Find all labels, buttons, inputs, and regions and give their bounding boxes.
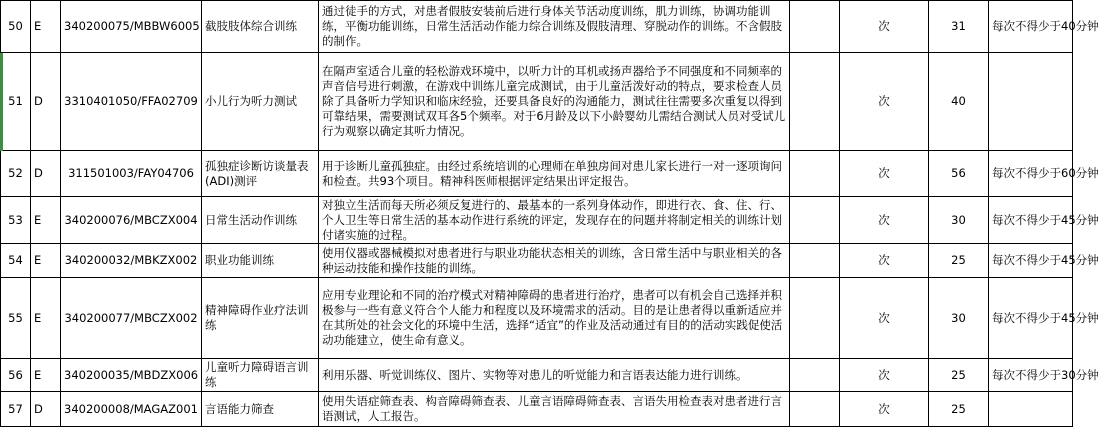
- row-number[interactable]: 51: [1, 53, 31, 151]
- code-cell[interactable]: 340200008/MAGAZ001: [61, 392, 202, 427]
- note-cell[interactable]: 每次不得少于30分钟: [989, 359, 1073, 392]
- unit-cell[interactable]: 次: [840, 53, 929, 151]
- row-number[interactable]: 55: [1, 278, 31, 359]
- price-cell[interactable]: 25: [929, 359, 989, 392]
- price-cell[interactable]: 31: [929, 1, 989, 53]
- description-cell[interactable]: 利用乐器、听觉训练仪、图片、实物等对患儿的听觉能力和言语表达能力进行训练。: [319, 359, 790, 392]
- item-name-cell[interactable]: 儿童听力障碍语言训练: [202, 359, 319, 392]
- note-cell[interactable]: 每次不得少于45分钟: [989, 278, 1073, 359]
- table-row[interactable]: [1, 392, 1073, 427]
- empty-cell[interactable]: [790, 1, 840, 53]
- price-cell[interactable]: 40: [929, 53, 989, 151]
- empty-cell[interactable]: [790, 151, 840, 197]
- empty-cell[interactable]: [790, 244, 840, 278]
- unit-cell[interactable]: 次: [840, 392, 929, 427]
- code-cell[interactable]: 340200076/MBCZX004: [61, 197, 202, 244]
- item-name-cell[interactable]: 孤独症诊断访谈量表(ADI)测评: [202, 151, 319, 197]
- price-cell[interactable]: 56: [929, 151, 989, 197]
- row-number[interactable]: 57: [1, 392, 31, 427]
- code-cell[interactable]: 340200075/MBBW6005: [61, 1, 202, 53]
- note-cell[interactable]: [989, 392, 1073, 427]
- item-name-cell[interactable]: 精神障碍作业疗法训练: [202, 278, 319, 359]
- category-cell[interactable]: E: [31, 278, 61, 359]
- price-cell[interactable]: 25: [929, 244, 989, 278]
- table-row[interactable]: [1, 244, 1073, 278]
- row-selection-indicator: [0, 53, 3, 151]
- description-cell[interactable]: 对独立生活而每天所必须反复进行的、最基本的一系列身体动作，即进行衣、食、住、行、个人卫生等日常生活的基本动作进行系统的评定，发现存在的问题并将制定相关的训练计划付诸实施的过程。: [319, 197, 790, 244]
- empty-cell[interactable]: [790, 53, 840, 151]
- row-number[interactable]: 53: [1, 197, 31, 244]
- unit-cell[interactable]: 次: [840, 244, 929, 278]
- empty-cell[interactable]: [790, 278, 840, 359]
- table-row[interactable]: [1, 197, 1073, 244]
- unit-cell[interactable]: 次: [840, 1, 929, 53]
- description-cell[interactable]: 应用专业理论和不同的治疗模式对精神障碍的患者进行治疗，患者可以有机会自己选择并积极参与一些有意义符合个人能力和程度以及环境需求的活动。目的是让患者得以重新适应并在其所处的社会文化的环境中生活，选择“适宜”的作业及活动通过有目的的活动实践促使活动功能建立，使生命有意义。: [319, 278, 790, 359]
- item-name-cell[interactable]: 小儿行为听力测试: [202, 53, 319, 151]
- unit-cell[interactable]: 次: [840, 278, 929, 359]
- table-row[interactable]: [1, 359, 1073, 392]
- category-cell[interactable]: E: [31, 359, 61, 392]
- empty-cell[interactable]: [790, 197, 840, 244]
- unit-cell[interactable]: 次: [840, 151, 929, 197]
- category-cell[interactable]: E: [31, 1, 61, 53]
- unit-cell[interactable]: 次: [840, 359, 929, 392]
- item-name-cell[interactable]: 言语能力筛查: [202, 392, 319, 427]
- description-cell[interactable]: 使用仪器或器械模拟对患者进行与职业功能状态相关的训练，含日常生活中与职业相关的各种运动技能和操作技能的训练。: [319, 244, 790, 278]
- code-cell[interactable]: 340200032/MBKZX002: [61, 244, 202, 278]
- row-number[interactable]: 50: [1, 1, 31, 53]
- note-cell[interactable]: 每次不得少于40分钟: [989, 1, 1073, 53]
- price-cell[interactable]: 25: [929, 392, 989, 427]
- item-name-cell[interactable]: 职业功能训练: [202, 244, 319, 278]
- empty-cell[interactable]: [790, 359, 840, 392]
- empty-cell[interactable]: [790, 392, 840, 427]
- price-cell[interactable]: 30: [929, 278, 989, 359]
- item-name-cell[interactable]: 截肢肢体综合训练: [202, 1, 319, 53]
- description-cell[interactable]: 用于诊断儿童孤独症。由经过系统培训的心理师在单独房间对患儿家长进行一对一逐项询问和检查。共93个项目。精神科医师根据评定结果出评定报告。: [319, 151, 790, 197]
- category-cell[interactable]: D: [31, 53, 61, 151]
- description-cell[interactable]: 使用失语症筛查表、构音障碍筛查表、儿童言语障碍筛查表、言语失用检查表对患者进行言语测试，人工报告。: [319, 392, 790, 427]
- category-cell[interactable]: D: [31, 151, 61, 197]
- note-cell[interactable]: 每次不得少于45分钟: [989, 244, 1073, 278]
- table-row[interactable]: [1, 1, 1073, 53]
- note-cell[interactable]: 每次不得少于45分钟: [989, 197, 1073, 244]
- row-number[interactable]: 56: [1, 359, 31, 392]
- note-cell[interactable]: 每次不得少于60分钟: [989, 151, 1073, 197]
- category-cell[interactable]: D: [31, 392, 61, 427]
- note-cell[interactable]: [989, 53, 1073, 151]
- table-row[interactable]: [1, 151, 1073, 197]
- code-cell[interactable]: 3310401050/FFA02709: [61, 53, 202, 151]
- description-cell[interactable]: 通过徒手的方式，对患者假肢安装前后进行身体关节活动度训练，肌力训练，协调功能训练，平衡功能训练，日常生活活动作能力综合训练及假肢清理、穿脱动作的训练。不含假肢的制作。: [319, 1, 790, 53]
- row-number[interactable]: 54: [1, 244, 31, 278]
- table-row[interactable]: [1, 278, 1073, 359]
- unit-cell[interactable]: 次: [840, 197, 929, 244]
- code-cell[interactable]: 311501003/FAY04706: [61, 151, 202, 197]
- category-cell[interactable]: E: [31, 244, 61, 278]
- table-row[interactable]: [1, 53, 1073, 151]
- item-name-cell[interactable]: 日常生活动作训练: [202, 197, 319, 244]
- code-cell[interactable]: 340200077/MBCZX002: [61, 278, 202, 359]
- row-number[interactable]: 52: [1, 151, 31, 197]
- code-cell[interactable]: 340200035/MBDZX006: [61, 359, 202, 392]
- category-cell[interactable]: E: [31, 197, 61, 244]
- price-cell[interactable]: 30: [929, 197, 989, 244]
- description-cell[interactable]: 在隔声室适合儿童的轻松游戏环境中，以听力计的耳机或扬声器给予不同强度和不同频率的声音信号进行刺激，在游戏中训练儿童完成测试，由于儿童活泼好动的特点，要求检查人员除了具备听力学知识和临床经验，还要具备良好的沟通能力，测试往往需要多次重复以得到可靠结果，需要测试双耳各5个频率。对于6月龄及以下小龄婴幼儿需结合测试人员对受试儿行为观察以确定其听力情况。: [319, 53, 790, 151]
